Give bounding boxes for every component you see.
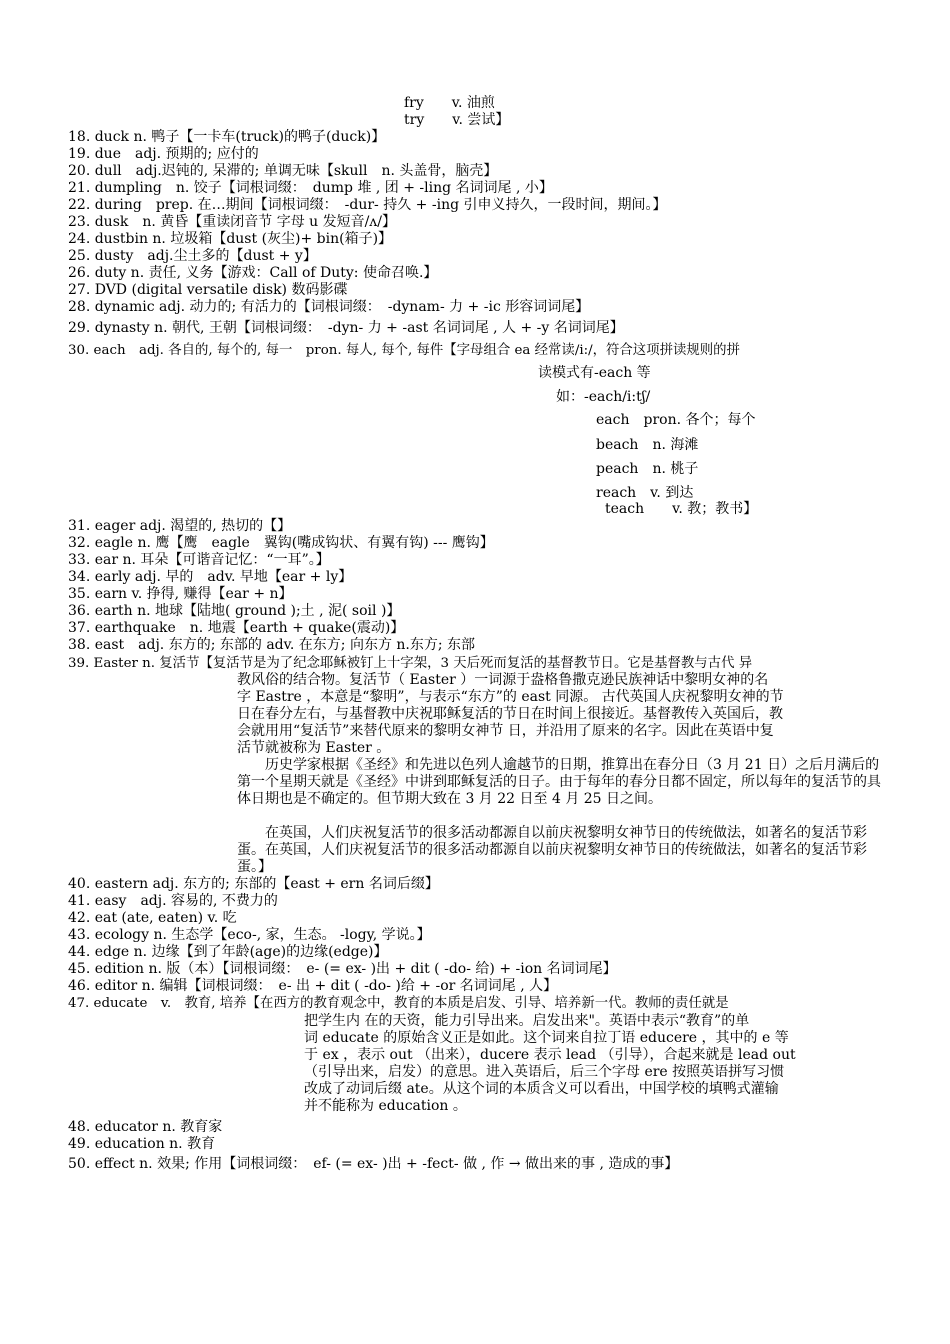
entry-line: 30. each adj. 各自的, 每个的, 每一 pron. 每人, 每个, 每件【字母组合 ea 经常读/i:/，符合这项拼读规则的拼 — [68, 343, 740, 358]
entry-line: 31. eager adj. 渴望的, 热切的【】 — [68, 518, 292, 534]
entry-line: 21. dumpling n. 饺子【词根词缀： dump 堆 , 团 + -ling 名词词尾 , 小】 — [68, 180, 553, 196]
text-line: 改成了动词后缀 ate。从这个词的本质含义可以看出，中国学校的填鸭式灌输 — [304, 1081, 779, 1097]
entry-line: 36. earth n. 地球【陆地( ground );土 , 泥( soil )】 — [68, 603, 401, 619]
entry-line: 37. earthquake n. 地震【earth + quake(震动)】 — [68, 620, 405, 636]
text-line: fry v. 油煎 — [404, 95, 495, 111]
entry-line: 50. effect n. 效果; 作用【词根词缀： ef- (= ex- )出 + -fect- 做 , 作 → 做出来的事 , 造成的事】 — [68, 1156, 679, 1172]
text-line: reach v. 到达 — [596, 485, 694, 501]
entry-line: 19. due adj. 预期的; 应付的 — [68, 146, 259, 162]
entry-line: 27. DVD (digital versatile disk) 数码影碟 — [68, 282, 348, 298]
entry-line: 38. east adj. 东方的; 东部的 adv. 在东方; 向东方 n.东方; 东部 — [68, 637, 476, 653]
entry-line: 45. edition n. 版（本）【词根词缀： e- (= ex- )出 + dit ( -do- 给) + -ion 名词词尾】 — [68, 961, 617, 977]
entry-line: 20. dull adj.迟钝的, 呆滞的; 单调无味【skull n. 头盖骨，脑壳】 — [68, 163, 498, 179]
entry-line: 23. dusk n. 黄昏【重读闭音节 字母 u 发短音/ʌ/】 — [68, 214, 396, 230]
entry-line: 43. ecology n. 生态学【eco-, 家，生态。 -logy, 学说。】 — [68, 927, 431, 943]
entry-line: 47. educate v. 教育, 培养【在西方的教育观念中，教育的本质是启发、引导、培养新一代。教师的责任就是 — [68, 996, 729, 1011]
paragraph: 在英国，人们庆祝复活节的很多活动都源自以前庆祝黎明女神节日的传统做法，如著名的复活节彩蛋。在英国，人们庆祝复活节的很多活动都源自以前庆祝黎明女神节日的传统做法，如著名的复活节彩蛋。】 — [237, 825, 867, 875]
entry-line: 49. education n. 教育 — [68, 1136, 216, 1152]
entry-line: 29. dynasty n. 朝代, 王朝【词根词缀： -dyn- 力 + -ast 名词词尾 , 人 + -y 名词词尾】 — [68, 320, 624, 336]
text-line: 日在春分左右，与基督教中庆祝耶稣复活的节日在时间上很接近。基督教传入英国后，教 — [237, 706, 783, 722]
text-line: 活节就被称为 Easter 。 — [237, 740, 391, 756]
entry-line: 32. eagle n. 鹰【鹰 eagle 翼钩(嘴成钩状、有翼有钩) --- 鹰钩】 — [68, 535, 494, 551]
text-line: （引导出来，启发）的意思。进入英语后，后三个字母 ere 按照英语拼写习惯 — [304, 1064, 785, 1080]
entry-line: 35. earn v. 挣得, 赚得【ear + n】 — [68, 586, 293, 602]
paragraph: 历史学家根据《圣经》和先进以色列人逾越节的日期，推算出在春分日（3 月 21 日）之后月满后的第一个星期天就是《圣经》中讲到耶稣复活的日子。由于每年的春分日都不固定，所以每年的复活节的具体日期也是不确定的。但节期大致在 3 月 22 日至 4 月 25 日之间。 — [237, 757, 881, 807]
entry-line: 18. duck n. 鸭子【一卡车(truck)的鸭子(duck)】 — [68, 129, 386, 145]
text-line: 词 educate 的原始含义正是如此。这个词来自拉丁语 educere ，其中的 e 等 — [304, 1030, 789, 1046]
entry-line: 39. Easter n. 复活节【复活节是为了纪念耶稣被钉上十字架，3 天后死而复活的基督教节日。它是基督教与古代 异 — [68, 656, 753, 671]
entry-line: 25. dusty adj.尘土多的【dust + y】 — [68, 248, 317, 264]
text-line: 会就用用“复活节”来替代原来的黎明女神节 日，并沿用了原来的名字。因此在英语中复 — [237, 723, 774, 739]
entry-line: 22. during prep. 在…期间【词根词缀： -dur- 持久 + -ing 引申义持久，一段时间，期间。】 — [68, 197, 667, 213]
text-line: beach n. 海滩 — [596, 437, 699, 453]
text-line: 教风俗的结合物。复活节（ Easter ）一词源于盎格鲁撒克逊民族神话中黎明女神的名 — [237, 672, 769, 688]
text-line: 字 Eastre ，本意是“黎明”，与表示“东方”的 east 同源。 古代英国人庆祝黎明女神的节 — [237, 689, 784, 705]
text-line: peach n. 桃子 — [596, 461, 699, 477]
entry-line: 46. editor n. 编辑【词根词缀： e- 出 + dit ( -do- )给 + -or 名词词尾 , 人】 — [68, 978, 558, 994]
entry-line: 41. easy adj. 容易的, 不费力的 — [68, 893, 278, 909]
text-line: 把学生内 在的天资，能力引导出来。启发出来"。英语中表示“教育”的单 — [304, 1013, 750, 1029]
text-line: 如：-each/i:tʃ/ — [556, 389, 651, 405]
entry-line: 34. early adj. 早的 adv. 早地【ear + ly】 — [68, 569, 353, 585]
entry-line: 28. dynamic adj. 动力的; 有活力的【词根词缀： -dynam- 力 + -ic 形容词词尾】 — [68, 299, 590, 315]
entry-line: 24. dustbin n. 垃圾箱【dust (灰尘)+ bin(箱子)】 — [68, 231, 393, 247]
text-line: 并不能称为 education 。 — [304, 1098, 467, 1114]
text-line: each pron. 各个；每个 — [596, 412, 756, 428]
entry-line: 26. duty n. 责任, 义务【游戏：Call of Duty: 使命召唤.】 — [68, 265, 438, 281]
entry-line: 33. ear n. 耳朵【可谐音记忆：“一耳”。】 — [68, 552, 330, 568]
text-line: 读模式有-each 等 — [538, 365, 651, 381]
entry-line: 40. eastern adj. 东方的; 东部的【east + ern 名词后缀】 — [68, 876, 439, 892]
text-line: 于 ex ，表示 out （出来），ducere 表示 lead （引导），合起来就是 lead out — [304, 1047, 796, 1063]
entry-line: 48. educator n. 教育家 — [68, 1119, 223, 1135]
entry-line: 42. eat (ate, eaten) v. 吃 — [68, 910, 237, 926]
text-line: try v. 尝试】 — [404, 112, 510, 128]
text-line: teach v. 教；教书】 — [605, 501, 758, 517]
entry-line: 44. edge n. 边缘【到了年龄(age)的边缘(edge)】 — [68, 944, 388, 960]
